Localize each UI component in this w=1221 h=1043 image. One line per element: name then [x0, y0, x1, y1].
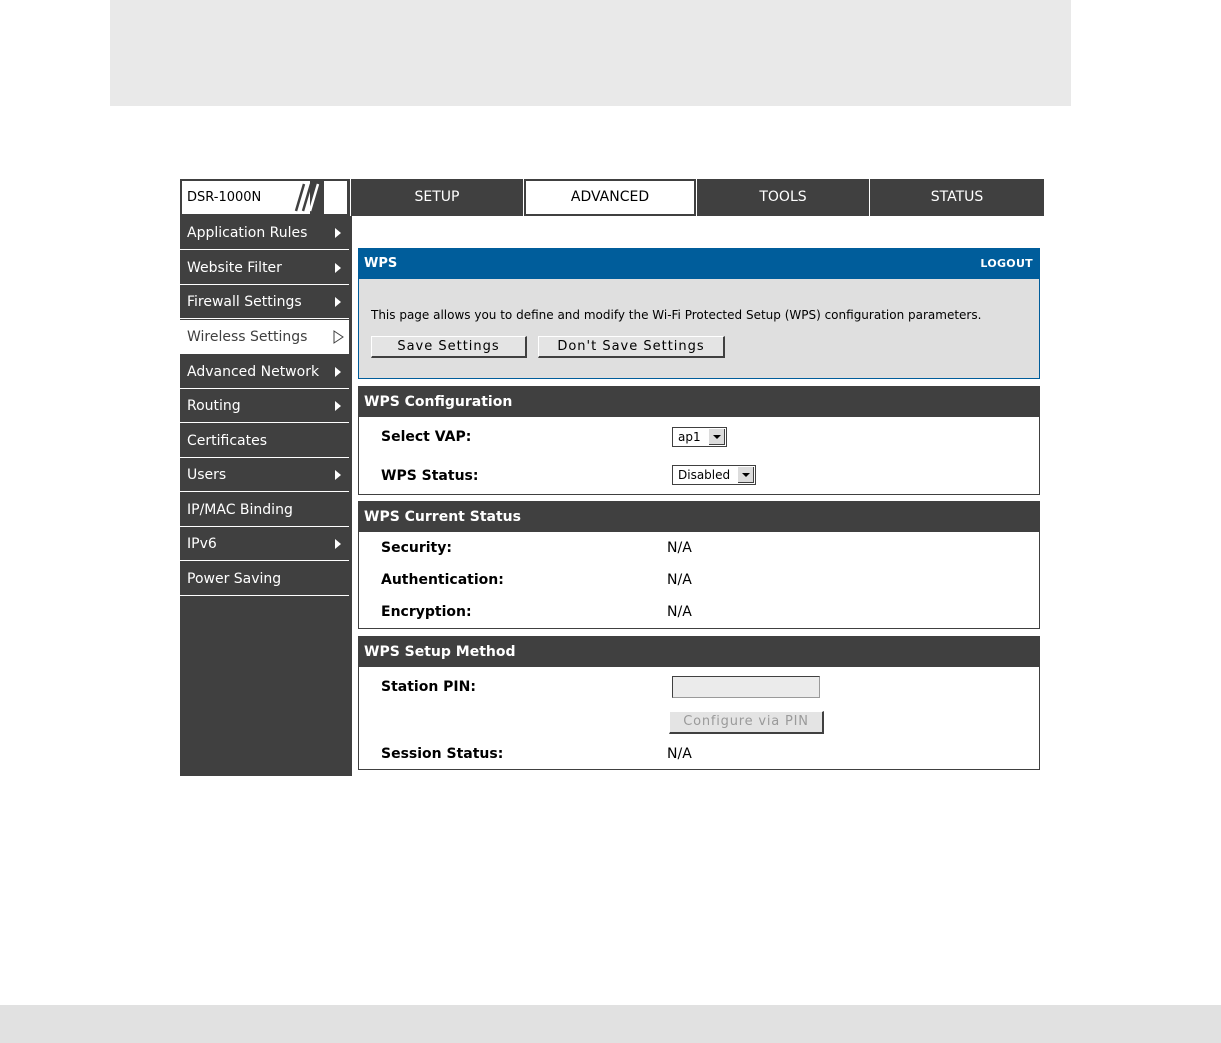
sidebar-item-certificates[interactable]: Certificates	[180, 424, 349, 458]
wps-status-label: WPS Status:	[381, 468, 479, 484]
authentication-value: N/A	[667, 572, 692, 588]
tab-advanced[interactable]: ADVANCED	[524, 179, 697, 216]
page-description: This page allows you to define and modify the Wi-Fi Protected Setup (WPS) configuration parameters.	[371, 308, 982, 322]
section-title: WPS Setup Method	[359, 637, 1039, 667]
select-vap-label: Select VAP:	[381, 429, 472, 445]
tab-tools[interactable]: TOOLS	[697, 179, 870, 216]
sidebar-item-application-rules[interactable]: Application Rules	[180, 216, 349, 250]
sidebar-item-ip-mac-binding[interactable]: IP/MAC Binding	[180, 493, 349, 527]
tab-status[interactable]: STATUS	[870, 179, 1045, 216]
save-settings-button[interactable]: Save Settings	[371, 336, 527, 358]
dont-save-settings-button[interactable]: Don't Save Settings	[538, 336, 725, 358]
arrow-right-icon	[335, 228, 341, 238]
encryption-label: Encryption:	[381, 604, 472, 620]
arrow-right-icon	[335, 470, 341, 480]
sidebar-item-firewall-settings[interactable]: Firewall Settings	[180, 285, 349, 319]
chevron-down-icon	[709, 429, 725, 445]
slash-logo-icon	[284, 181, 324, 214]
vap-select[interactable]: ap1	[672, 427, 727, 447]
station-pin-label: Station PIN:	[381, 679, 476, 695]
page-title: WPS	[364, 256, 398, 271]
tab-setup[interactable]: SETUP	[351, 179, 524, 216]
session-status-label: Session Status:	[381, 746, 504, 762]
sidebar-item-users[interactable]: Users	[180, 458, 349, 492]
arrow-right-icon	[335, 539, 341, 549]
security-value: N/A	[667, 540, 692, 556]
top-band	[110, 0, 1071, 106]
arrow-right-outline-icon	[333, 330, 345, 344]
sidebar-item-routing[interactable]: Routing	[180, 389, 349, 423]
bottom-band	[0, 1005, 1221, 1043]
top-nav-bar	[180, 179, 1045, 216]
sidebar	[180, 216, 352, 776]
arrow-right-icon	[335, 401, 341, 411]
section-title: WPS Configuration	[359, 387, 1039, 417]
security-label: Security:	[381, 540, 452, 556]
chevron-down-icon	[738, 467, 754, 483]
intro-panel	[358, 279, 1040, 379]
sidebar-item-power-saving[interactable]: Power Saving	[180, 562, 349, 596]
model-name: DSR-1000N	[187, 190, 262, 205]
session-status-value: N/A	[667, 746, 692, 762]
wps-setup-method-section	[358, 636, 1040, 770]
sidebar-item-ipv6[interactable]: IPv6	[180, 527, 349, 561]
encryption-value: N/A	[667, 604, 692, 620]
section-title: WPS Current Status	[359, 502, 1039, 532]
wps-configuration-section	[358, 386, 1040, 495]
arrow-right-icon	[335, 297, 341, 307]
station-pin-input[interactable]	[672, 676, 820, 698]
configure-via-pin-button[interactable]: Configure via PIN	[669, 711, 824, 734]
logout-link[interactable]: LOGOUT	[980, 257, 1033, 270]
sidebar-item-wireless-settings[interactable]: Wireless Settings	[180, 320, 349, 354]
wps-status-select[interactable]: Disabled	[672, 465, 756, 485]
arrow-right-icon	[335, 263, 341, 273]
page-header	[358, 248, 1040, 279]
wps-current-status-section	[358, 501, 1040, 629]
model-logo	[180, 179, 351, 216]
arrow-right-icon	[335, 367, 341, 377]
sidebar-item-website-filter[interactable]: Website Filter	[180, 251, 349, 285]
authentication-label: Authentication:	[381, 572, 504, 588]
sidebar-item-advanced-network[interactable]: Advanced Network	[180, 355, 349, 389]
